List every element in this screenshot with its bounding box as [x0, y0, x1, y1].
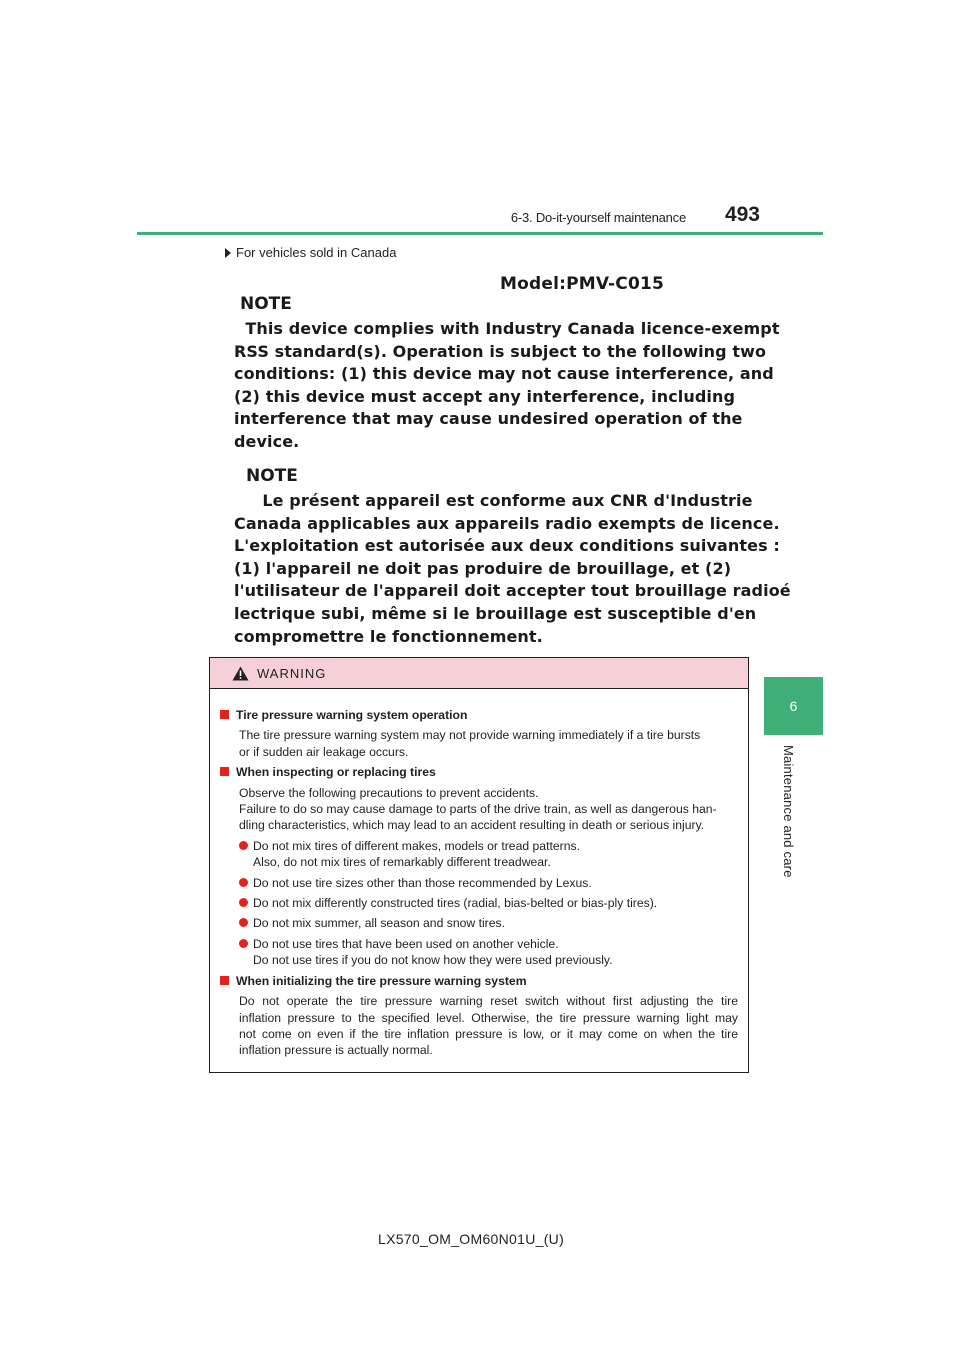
bullet-text [253, 875, 592, 891]
warning-section-heading [220, 707, 738, 723]
chapter-label: Maintenance and care [781, 745, 796, 878]
round-bullet-icon [239, 878, 248, 887]
note-line: lectrique subi, même si le brouillage est susceptible d'en [234, 603, 757, 623]
warning-section-heading [220, 973, 738, 989]
note-line: l'utilisateur de l'appareil doit accepter tout brouillage radioé [234, 581, 791, 601]
note-line: interference that may cause undesired operation of the [234, 409, 743, 429]
warning-heading-text: When inspecting or replacing tires [236, 765, 436, 780]
bullet-line: Do not mix differently constructed tires (radial, bias-belted or bias-ply tires). [253, 896, 658, 911]
note-line: (1) l'appareil ne doit pas produire de brouillage, et (2) [234, 558, 732, 578]
warning-body [210, 689, 748, 1059]
note-line: Canada applicables aux appareils radio exempts de licence. [234, 513, 780, 533]
paragraph-line: inflation pressure to the specified level. Otherwise, the tire pressure warning light may [239, 1010, 738, 1025]
note-fr-title: NOTE [246, 466, 298, 486]
warning-paragraph [239, 727, 738, 760]
round-bullet-icon [239, 918, 248, 927]
chapter-tab[interactable] [764, 677, 823, 735]
round-bullet-icon [239, 898, 248, 907]
paragraph-line: The tire pressure warning system may not provide warning immediately if a tire bursts [239, 728, 701, 743]
paragraph-line: Failure to do so may cause damage to parts of the drive train, as well as dangerous han- [239, 802, 717, 817]
bullet-line: Do not mix summer, all season and snow tires. [253, 916, 505, 931]
warning-heading-text: When initializing the tire pressure warning system [236, 973, 527, 988]
warning-paragraph [239, 993, 738, 1059]
paragraph-line: inflation pressure is actually normal. [239, 1043, 433, 1058]
paragraph-line: dling characteristics, which may lead to an accident resulting in death or serious injury. [239, 818, 705, 833]
warning-triangle-icon [232, 666, 249, 681]
paragraph-line: Observe the following precautions to prevent accidents. [239, 785, 539, 800]
warning-paragraph [239, 785, 738, 834]
warning-bullet-item [239, 895, 738, 911]
note-line: L'exploitation est autorisée aux deux conditions suivantes : [234, 536, 780, 556]
paragraph-line: Do not operate the tire pressure warning reset switch without first adjusting the tire [239, 994, 738, 1009]
bullet-line: Also, do not mix tires of remarkably different treadwear. [253, 855, 551, 870]
certification-label-image [226, 270, 791, 652]
bullet-line: Do not use tire sizes other than those recommended by Lexus. [253, 875, 592, 890]
section-title: 6-3. Do-it-yourself maintenance [510, 210, 686, 225]
warning-bullet-item [239, 838, 738, 871]
note-en-text [234, 318, 780, 454]
note-line: Le présent appareil est conforme aux CNR d'Industrie [234, 491, 753, 510]
warning-title: WARNING [257, 665, 327, 681]
header-rule [137, 232, 823, 235]
document-code: LX570_OM_OM60N01U_(U) [378, 1231, 565, 1247]
bullet-line: Do not mix tires of different makes, models or tread patterns. [253, 838, 580, 853]
bullet-line: Do not use tires that have been used on another vehicle. [253, 936, 559, 951]
paragraph-line: or if sudden air leakage occurs. [239, 744, 409, 759]
square-bullet-icon [220, 976, 229, 985]
model-number: Model:PMV-C015 [500, 274, 665, 294]
chapter-number: 6 [789, 698, 798, 714]
bullet-text [253, 895, 657, 911]
triangle-right-icon [225, 248, 231, 258]
round-bullet-icon [239, 841, 248, 850]
canada-caption [225, 245, 396, 260]
note-line: conditions: (1) this device may not cause interference, and [234, 364, 774, 384]
warning-bullet-item [239, 875, 738, 891]
warning-section-heading [220, 764, 738, 780]
paragraph-line: not come on even if the tire inflation pressure is low, or it may come on when the tire [239, 1026, 738, 1041]
note-en-title: NOTE [240, 294, 292, 314]
bullet-text [253, 838, 580, 871]
bullet-text [253, 915, 505, 931]
bullet-line: Do not use tires if you do not know how they were used previously. [253, 953, 613, 968]
square-bullet-icon [220, 710, 229, 719]
note-line: This device complies with Industry Canada licence-exempt [234, 319, 780, 338]
warning-bullet-item [239, 936, 738, 969]
warning-bullet-item [239, 915, 738, 931]
canada-caption-text: For vehicles sold in Canada [236, 245, 397, 260]
square-bullet-icon [220, 767, 229, 776]
note-line: (2) this device must accept any interference, including [234, 386, 736, 406]
warning-heading-text: Tire pressure warning system operation [236, 708, 468, 722]
note-line: RSS standard(s). Operation is subject to the following two [234, 341, 767, 361]
round-bullet-icon [239, 939, 248, 948]
warning-header [210, 658, 748, 689]
note-line: device. [234, 431, 300, 451]
note-line: compromettre le fonctionnement. [234, 626, 543, 646]
bullet-text [253, 936, 613, 969]
page-number: 493 [724, 203, 760, 226]
note-fr-text [234, 490, 791, 648]
warning-box [209, 657, 749, 1073]
